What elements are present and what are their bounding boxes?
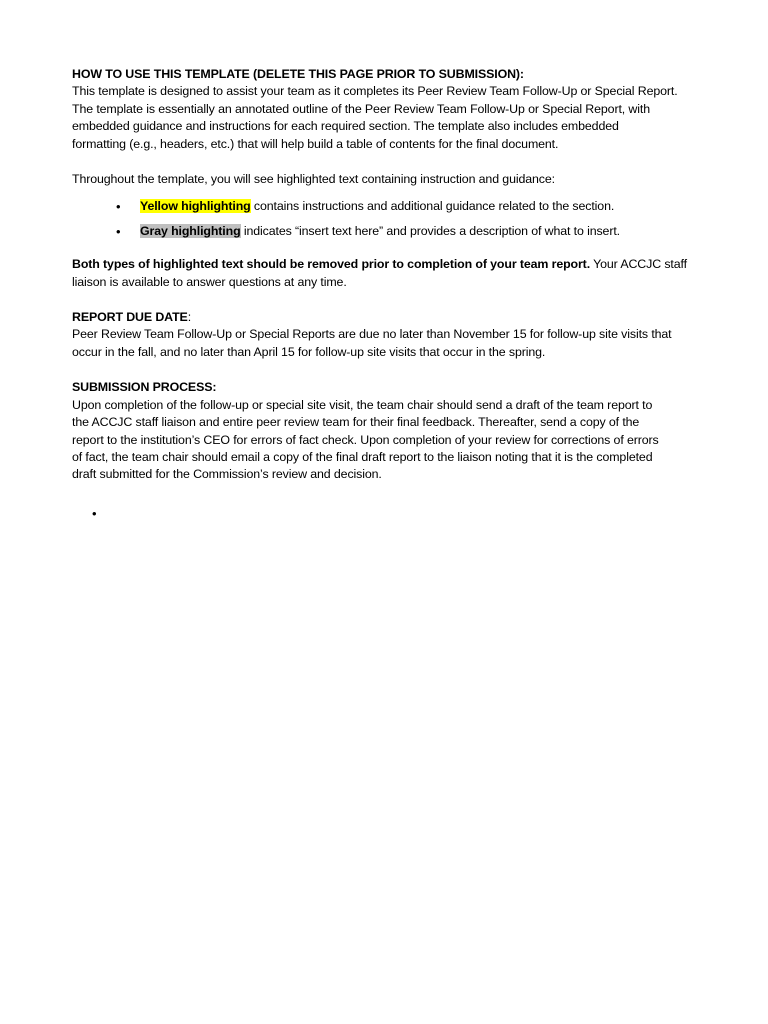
due-date-line: Peer Review Team Follow-Up or Special Reports are due no later than November 15 for follow-up site visits that bbox=[72, 327, 672, 342]
submission-line: draft submitted for the Commission’s review and decision. bbox=[72, 467, 382, 482]
intro-line: This template is designed to assist your team as it completes its Peer Review Team Follow-Up or Special Report. bbox=[72, 84, 678, 99]
submission-line: the ACCJC staff liaison and entire peer review team for their final feedback. Thereafter, send a copy of the bbox=[72, 415, 640, 430]
removal-line bbox=[72, 256, 702, 273]
bullet-text: indicates “insert text here” and provides a description of what to insert. bbox=[240, 223, 620, 238]
submission-line: Upon completion of the follow-up or special site visit, the team chair should send a draft of the team report to bbox=[72, 397, 653, 412]
intro-section bbox=[72, 66, 702, 153]
due-date-heading: REPORT DUE DATE bbox=[72, 310, 188, 325]
intro-heading: HOW TO USE THIS TEMPLATE (DELETE THIS PAGE PRIOR TO SUBMISSION): bbox=[72, 67, 524, 81]
due-date-colon: : bbox=[187, 310, 192, 325]
submission-section bbox=[72, 379, 702, 483]
intro-line: embedded guidance and instructions for each required section. The template also includes embedded bbox=[72, 119, 619, 134]
throughout-text: Throughout the template, you will see highlighted text containing instruction and guidance: bbox=[72, 172, 555, 187]
submission-line: of fact, the team chair should email a copy of the final draft report to the liaison noting that it is the completed bbox=[72, 449, 653, 464]
intro-line: The template is essentially an annotated outline of the Peer Review Team Follow-Up or Special Report, with bbox=[72, 101, 650, 116]
removal-bold-text: Both types of highlighted text should be removed prior to completion of your team report. bbox=[72, 257, 591, 272]
gray-highlight-label: Gray highlighting bbox=[140, 223, 241, 238]
submission-line: report to the institution’s CEO for errors of fact check. Upon completion of your review for corrections of errors bbox=[72, 432, 659, 447]
document-page bbox=[72, 66, 702, 484]
removal-note bbox=[72, 256, 702, 291]
intro-line: formatting (e.g., headers, etc.) that will help build a table of contents for the final document. bbox=[72, 136, 559, 151]
submission-heading: SUBMISSION PROCESS: bbox=[72, 380, 217, 395]
bullet-icon: • bbox=[116, 223, 121, 239]
removal-rest-text: Your ACCJC staff bbox=[590, 257, 687, 272]
removal-line: liaison is available to answer questions at any time. bbox=[72, 274, 347, 289]
due-date-line: occur in the fall, and no later than April 15 for follow-up site visits that occur in the spring. bbox=[72, 344, 546, 359]
yellow-highlight-label: Yellow highlighting bbox=[140, 199, 251, 214]
bullet-icon: • bbox=[116, 199, 121, 215]
due-date-heading-line bbox=[72, 309, 702, 326]
empty-bullet-icon: • bbox=[92, 506, 97, 521]
due-date-section bbox=[72, 309, 702, 361]
list-item bbox=[72, 223, 702, 240]
bullet-text: contains instructions and additional guidance related to the section. bbox=[250, 199, 615, 214]
highlight-bullet-list bbox=[72, 198, 702, 240]
list-item bbox=[72, 198, 702, 215]
